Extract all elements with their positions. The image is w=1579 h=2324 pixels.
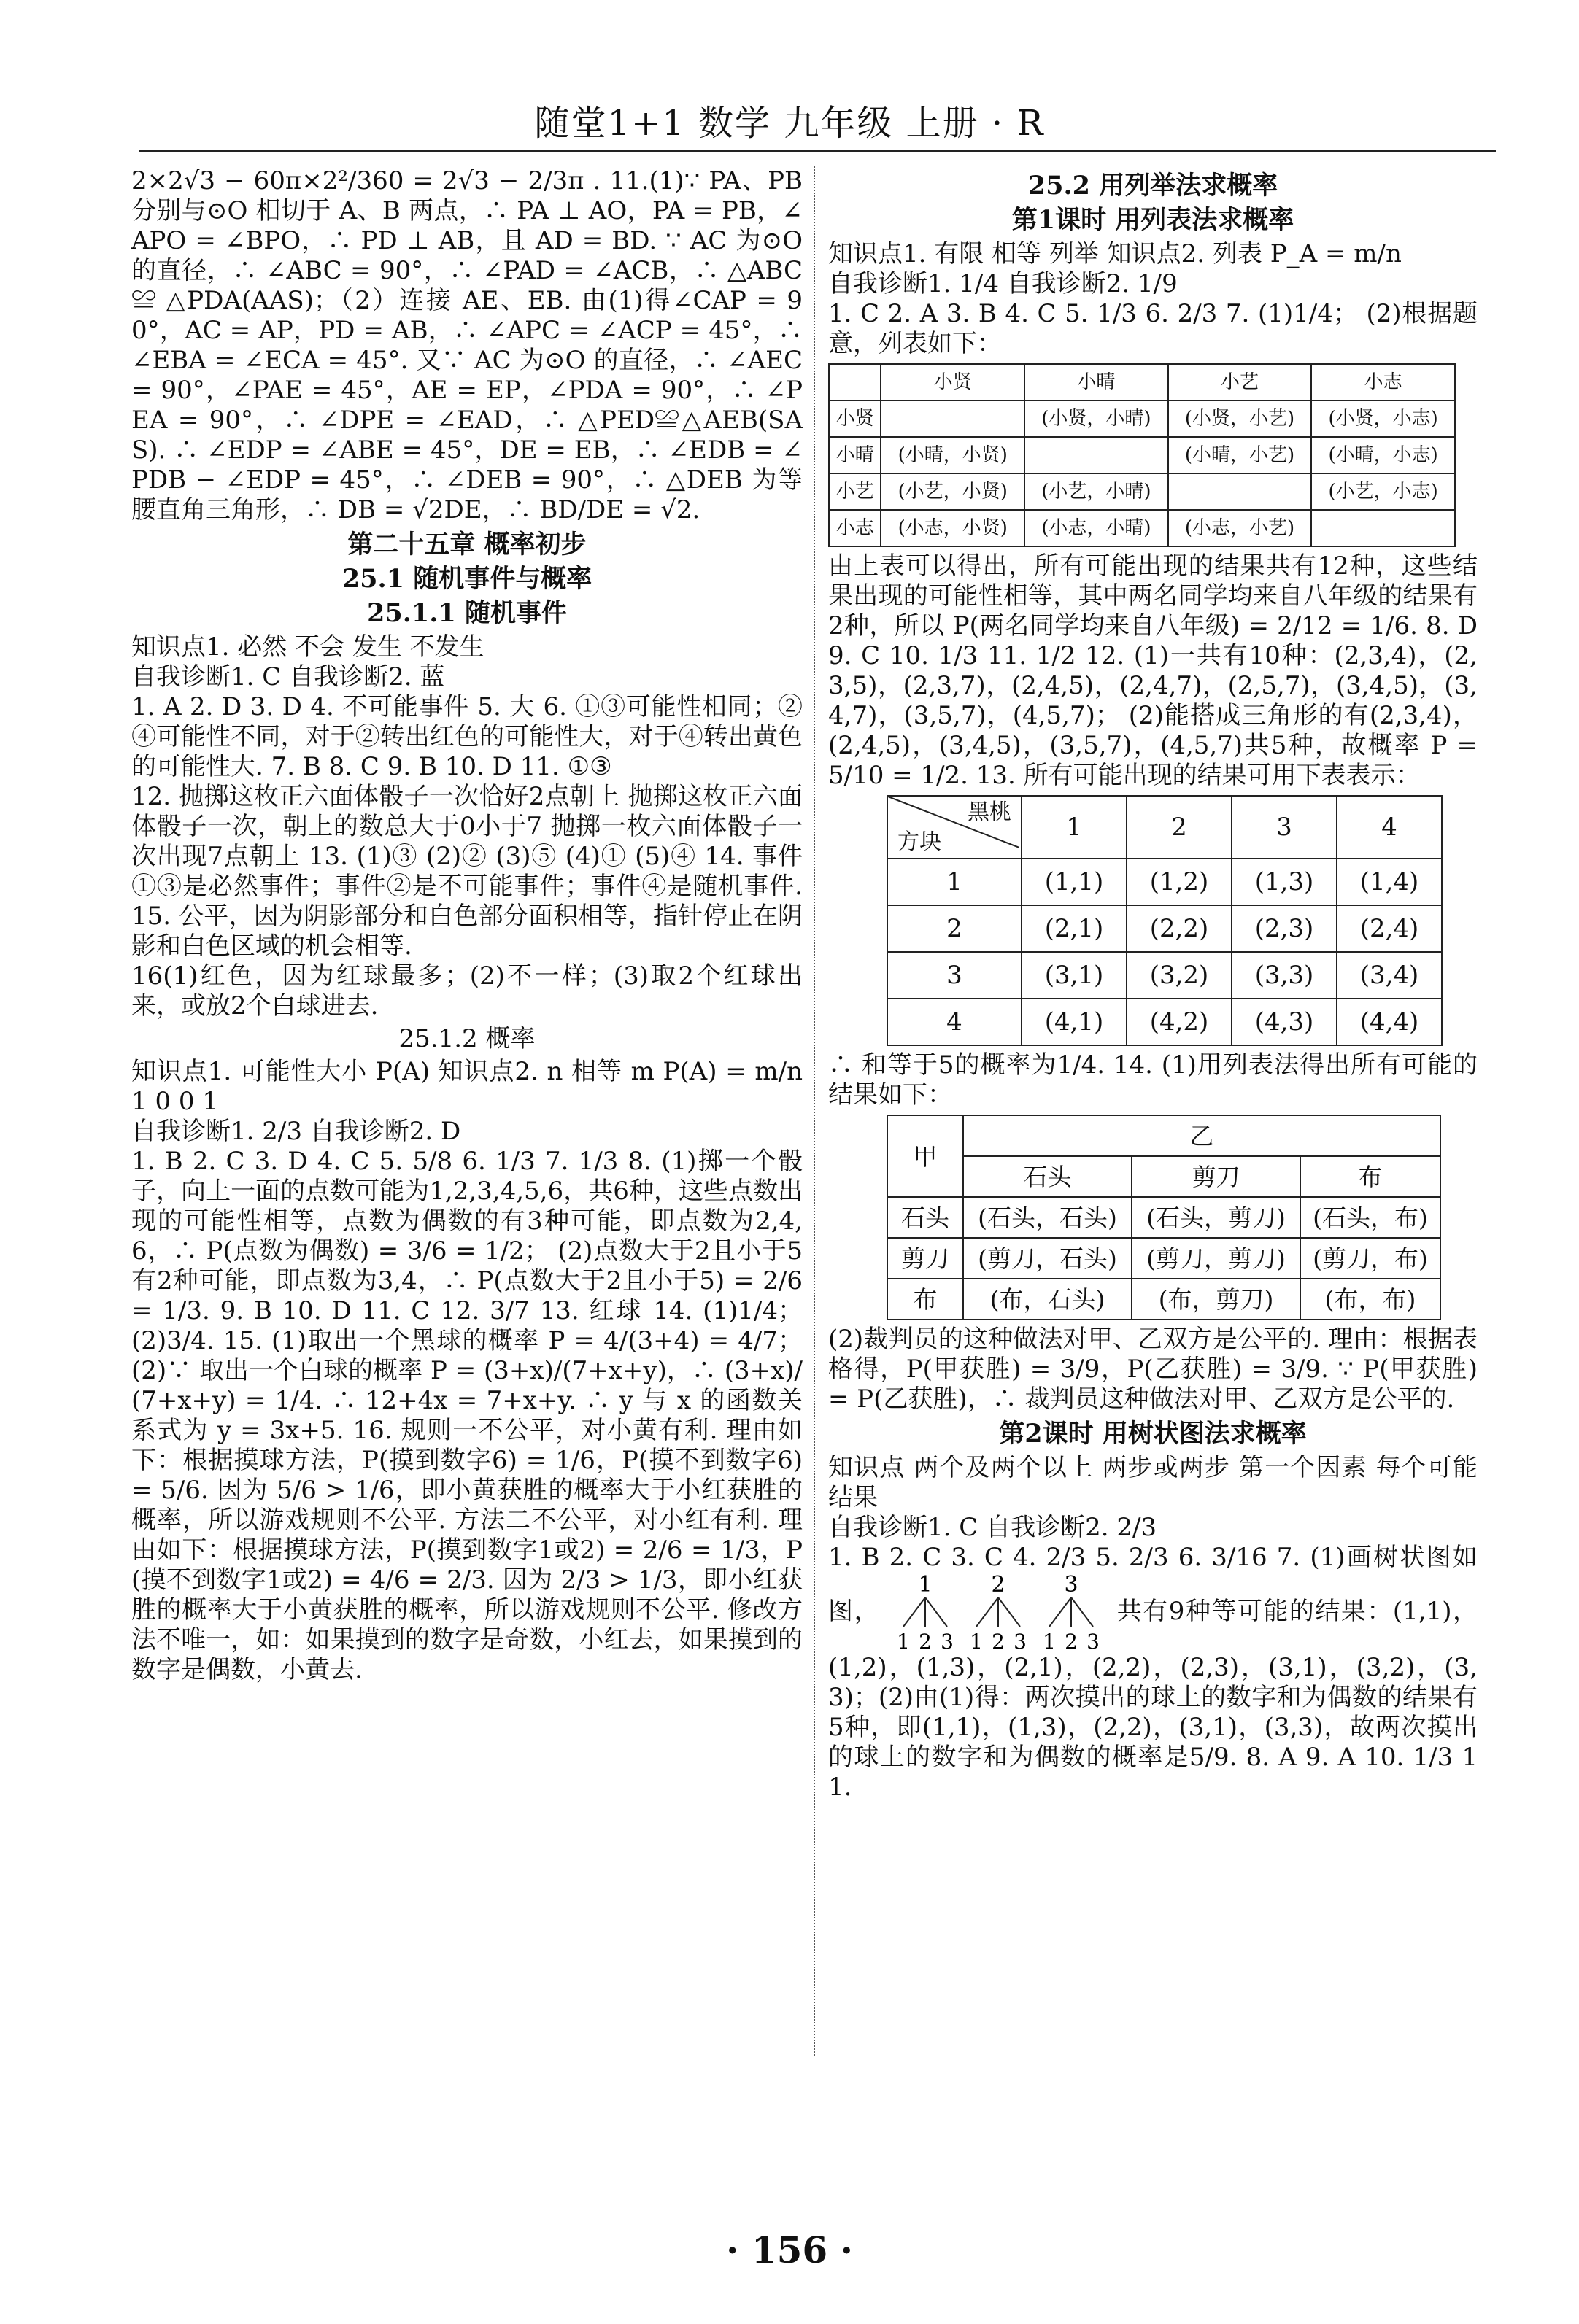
table-cell: 2 bbox=[1127, 796, 1232, 859]
answers-1-7: 1. C 2. A 3. B 4. C 5. 1/3 6. 2/3 7. (1)1/4； (2)根据题意，列表如下： bbox=[828, 299, 1478, 358]
table-row bbox=[887, 1279, 1440, 1320]
table-row bbox=[887, 859, 1442, 905]
table-cell bbox=[1311, 510, 1455, 546]
knowledge-point-r: 知识点1. 有限 相等 列举 知识点2. 列表 P_A = m/n bbox=[828, 239, 1402, 268]
table-row bbox=[887, 999, 1442, 1045]
table-cell: (2,2) bbox=[1127, 905, 1232, 952]
tree-leaf: 2 bbox=[1065, 1630, 1078, 1653]
self-diagnosis-r: 自我诊断1. 1/4 自我诊断2. 1/9 bbox=[828, 269, 1178, 298]
tree-leaf: 3 bbox=[1014, 1630, 1027, 1653]
table-row bbox=[887, 1238, 1440, 1279]
table-cell: (石头，剪刀) bbox=[1132, 1197, 1300, 1238]
section-25-1-title: 25.1 随机事件与概率 bbox=[341, 564, 592, 594]
tree-leaf: 3 bbox=[941, 1630, 954, 1653]
table-cell: (布，石头) bbox=[963, 1279, 1132, 1320]
table-cell: (布，布) bbox=[1300, 1279, 1440, 1320]
table-row bbox=[887, 796, 1442, 859]
table-cell: (4,4) bbox=[1337, 999, 1442, 1045]
table-cell: (3,1) bbox=[1022, 952, 1127, 999]
self-diagnosis-lesson2: 自我诊断1. C 自我诊断2. 2/3 bbox=[828, 1513, 1157, 1542]
table-cell: (小晴，小志) bbox=[1311, 437, 1455, 473]
table-cell bbox=[881, 400, 1024, 437]
section-25-1-2-title: 25.1.2 概率 bbox=[398, 1024, 536, 1053]
answers-13-14: ∴ 和等于5的概率为1/4. 14. (1)用列表法得出所有可能的结果如下： bbox=[828, 1050, 1478, 1109]
table-cell: 3 bbox=[1232, 796, 1337, 859]
right-column bbox=[828, 166, 1478, 1802]
table-cell: (剪刀，布) bbox=[1300, 1238, 1440, 1279]
table-cell: (小志，小艺) bbox=[1168, 510, 1312, 546]
table-cell: (小贤，小艺) bbox=[1168, 400, 1312, 437]
section-25-1-1-title: 25.1.1 随机事件 bbox=[367, 598, 567, 628]
tree-leaf: 1 bbox=[897, 1630, 911, 1653]
table-cell: (小晴，小艺) bbox=[1168, 437, 1312, 473]
knowledge-point-2: 知识点1. 可能性大小 P(A) 知识点2. n 相等 m P(A) = m/n 1 0 0 1 bbox=[131, 1057, 803, 1116]
table-students bbox=[828, 363, 1456, 547]
table-cell: 1 bbox=[1022, 796, 1127, 859]
page-number: · 156 · bbox=[726, 2228, 853, 2271]
table-cell: (小志，小晴) bbox=[1024, 510, 1168, 546]
answer-16: 16(1)红色，因为红球最多；(2)不一样；(3)取2个红球出来，或放2个白球进去. bbox=[131, 961, 803, 1020]
table-row bbox=[829, 437, 1455, 473]
self-diagnosis-2: 自我诊断1. 2/3 自我诊断2. D bbox=[131, 1117, 461, 1146]
tree-leaf: 3 bbox=[1086, 1630, 1100, 1653]
answers-lesson2-part2: 共有9种等可能的结果：(1,1)，(1,2)，(1,3)，(2,1)，(2,2)，(2,3)，(3,1)，(3,2)，(3,3)；(2)由(1)得：两次摸出的球上的数字和为偶数的结果有5种，即(1,1)，(1,3)，(2,2)，(3,1)，(3,3)，故两次摸出的球上的数字和为偶数的概率是5/9. 8. A 9. A 10. 1/3 11. bbox=[828, 1597, 1478, 1802]
table-row bbox=[829, 364, 1455, 400]
table-cell: (1,3) bbox=[1232, 859, 1337, 905]
table-cell: 小晴 bbox=[1024, 364, 1168, 400]
table-cell: (3,3) bbox=[1232, 952, 1337, 999]
table-row bbox=[829, 473, 1455, 510]
table-cell: 2 bbox=[887, 905, 1022, 952]
table-cell: (小贤，小志) bbox=[1311, 400, 1455, 437]
answers-8-13: 由上表可以得出，所有可能出现的结果共有12种，这些结果出现的可能性相等，其中两名同学均来自八年级的结果有2种，所以 P(两名同学均来自八年级) = 2/12 = 1/6. 8. D 9. C 10. 1/3 11. 1/2 12. (1)一共有10种：(2,3,4)，(2,3,5)，(2,3,7)，(2,4,5)，(2,4,7)，(2,5,7)，(3,4,5)，(3,4,7)，(3,5,7)，(4,5,7)； (2)能搭成三角形的有(2,3,4)，(2,4,5)，(3,4,5)，(3,5,7)，(4,5,7)共5种，故概率 P = 5/10 = 1/2. 13. 所有可能出现的结果可用下表表示： bbox=[828, 551, 1478, 790]
table-cell: 剪刀 bbox=[887, 1238, 963, 1279]
table-corner-cell bbox=[887, 796, 1022, 859]
table-row bbox=[829, 400, 1455, 437]
table-cell: (小志，小贤) bbox=[881, 510, 1024, 546]
table-cell: (小艺，小志) bbox=[1311, 473, 1455, 510]
table-cell: 石头 bbox=[963, 1156, 1132, 1197]
tree-leaf: 1 bbox=[970, 1630, 984, 1653]
left-column bbox=[131, 166, 803, 1685]
tree-root-3: 3 bbox=[1064, 1573, 1078, 1597]
table-rock-paper-scissors bbox=[887, 1115, 1441, 1320]
table-cell: (4,2) bbox=[1127, 999, 1232, 1045]
table-row bbox=[887, 905, 1442, 952]
answers-lesson2-part1: 1. B 2. C 3. C 4. 2/3 5. 2/3 6. 3/16 7. (1)画树状图如图， bbox=[828, 1543, 1478, 1626]
table-cell: 小志 bbox=[829, 510, 881, 546]
table-cell: 甲 bbox=[887, 1115, 963, 1197]
table-row bbox=[887, 1197, 1440, 1238]
knowledge-point-lesson2: 知识点 两个及两个以上 两步或两步 第一个因素 每个可能结果 bbox=[828, 1453, 1478, 1512]
table-cell: (石头，石头) bbox=[963, 1197, 1132, 1238]
answers-probability: 1. B 2. C 3. D 4. C 5. 5/8 6. 1/3 7. 1/3 8. (1)掷一个骰子，向上一面的点数可能为1,2,3,4,5,6，共6种，这些点数出现的可能性相等，点数为偶数的有3种可能，即点数为2,4,6，∴ P(点数为偶数) = 3/6 = 1/2； (2)点数大于2且小于5有2种可能，即点数为3,4，∴ P(点数大于2且小于5) = 2/6 = 1/3. 9. B 10. D 11. C 12. 3/7 13. 红球 14. (1)1/4； (2)3/4. 15. (1)取出一个黑球的概率 P = 4/(3+4) = 4/7； (2)∵ 取出一个白球的概率 P = (3+x)/(7+x+y)，∴ (3+x)/(7+x+y) = 1/4. ∴ 12+4x = 7+x+y. ∴ y 与 x 的函数关系式为 y = 3x+5. 16. 规则一不公平，对小黄有利. 理由如下：根据摸球方法，P(摸到数字6) = 1/6，P(摸不到数字6) = 5/6. 因为 5/6 > 1/6，即小黄获胜的概率大于小红获胜的概率，所以游戏规则不公平. 方法二不公平，对小红有利. 理由如下：根据摸球方法，P(摸到数字1或2) = 2/6 = 1/3，P(摸不到数字1或2) = 4/6 = 2/3. 因为 2/3 > 1/3，即小红获胜的概率大于小黄获胜的概率，所以游戏规则不公平. 修改方法不唯一，如：如果摸到的数字是奇数，小红去，如果摸到的数字是偶数，小黄去. bbox=[131, 1147, 803, 1684]
table-cell: 乙 bbox=[963, 1115, 1440, 1156]
table-cell: (1,4) bbox=[1337, 859, 1442, 905]
table-cell: 1 bbox=[887, 859, 1022, 905]
table-cell: (小艺，小贤) bbox=[881, 473, 1024, 510]
table-row bbox=[887, 1156, 1440, 1197]
table-cell: 布 bbox=[887, 1279, 963, 1320]
tree-root-2: 2 bbox=[991, 1573, 1005, 1597]
self-diagnosis: 自我诊断1. C 自我诊断2. 蓝 bbox=[131, 662, 445, 692]
table-cell: (小贤，小晴) bbox=[1024, 400, 1168, 437]
answers-1-11: 1. A 2. D 3. D 4. 不可能事件 5. 大 6. ①③可能性相同；②④可能性不同，对于②转出红色的可能性大，对于④转出黄色的可能性大. 7. B 8. C 9. B 10. D 11. ①③ bbox=[131, 692, 803, 781]
tree-leaf: 2 bbox=[919, 1630, 933, 1653]
table-cell: (剪刀，剪刀) bbox=[1132, 1238, 1300, 1279]
table-cell: 小晴 bbox=[829, 437, 881, 473]
table-cell: (石头，布) bbox=[1300, 1197, 1440, 1238]
answers-lesson2 bbox=[828, 1543, 1478, 1802]
table-cell: 小贤 bbox=[881, 364, 1024, 400]
lesson-2-title: 第2课时 用树状图法求概率 bbox=[999, 1419, 1307, 1449]
tree-leaf: 2 bbox=[992, 1630, 1005, 1653]
table-cell: 小艺 bbox=[829, 473, 881, 510]
corner-bottom-label: 方块 bbox=[897, 829, 941, 855]
table-cell: 4 bbox=[1337, 796, 1442, 859]
table-cell: (4,3) bbox=[1232, 999, 1337, 1045]
corner-top-label: 黑桃 bbox=[968, 799, 1011, 825]
answer-11-text: 2×2√3 − 60π×2²/360 = 2√3 − 2/3π . 11.(1)∵ PA、PB 分别与⊙O 相切于 A、B 两点，∴ PA ⊥ AO，PA = PB，∠APO = ∠BPO，∴ PD ⊥ AB，且 AD = BD. ∵ AC 为⊙O 的直径，∴ ∠ABC = 90°，∴ ∠PAD = ∠ACB，∴ △ABC ≌ △PDA(AAS)；（2）连接 AE、EB. 由(1)得∠CAP = 90°，AC = AP，PD = AB，∴ ∠APC = ∠ACP = 45°，∴ ∠EBA = ∠ECA = 45°. 又∵ AC 为⊙O 的直径，∴ ∠AEC = 90°，∠PAE = 45°，AE = EP，∠PDA = 90°，∴ ∠PEA = 90°，∴ ∠DPE = ∠EAD，∴ △PED≌△AEB(SAS). ∴ ∠EDP = ∠ABE = 45°，DE = EB，∴ ∠EDB = ∠PDB − ∠EDP = 45°，∴ ∠DEB = 90°，∴ △DEB 为等腰直角三角形，∴ DB = √2DE，∴ BD/DE = √2. bbox=[131, 166, 803, 524]
tree-root-1: 1 bbox=[918, 1573, 933, 1597]
table-cell bbox=[1024, 437, 1168, 473]
table-cell: (剪刀，石头) bbox=[963, 1238, 1132, 1279]
column-divider bbox=[814, 166, 815, 2056]
table-cell: 石头 bbox=[887, 1197, 963, 1238]
table-cell: (2,4) bbox=[1337, 905, 1442, 952]
table-cell: 4 bbox=[887, 999, 1022, 1045]
table-cell: (小艺，小晴) bbox=[1024, 473, 1168, 510]
page-header: 随堂1+1 数学 九年级 上册 · R bbox=[534, 103, 1045, 144]
table-cell: (1,2) bbox=[1127, 859, 1232, 905]
answer-14-2: (2)裁判员的这种做法对甲、乙双方是公平的. 理由：根据表格得，P(甲获胜) = 3/9，P(乙获胜) = 3/9. ∵ P(甲获胜) = P(乙获胜)，∴ 裁判员这种做法对甲、乙双方是公平的. bbox=[828, 1325, 1478, 1414]
table-cell: 3 bbox=[887, 952, 1022, 999]
table-row bbox=[887, 1115, 1440, 1156]
table-cell: (布，剪刀) bbox=[1132, 1279, 1300, 1320]
table-cell: 小志 bbox=[1311, 364, 1455, 400]
tree-leaf: 1 bbox=[1043, 1630, 1057, 1653]
table-cell: 小艺 bbox=[1168, 364, 1312, 400]
table-cell: (2,3) bbox=[1232, 905, 1337, 952]
knowledge-point: 知识点1. 必然 不会 发生 不发生 bbox=[131, 632, 484, 662]
tree-branches bbox=[903, 1597, 1093, 1627]
header-rule bbox=[139, 150, 1496, 152]
table-cell bbox=[829, 364, 881, 400]
table-cell: 剪刀 bbox=[1132, 1156, 1300, 1197]
section-25-2-title: 25.2 用列举法求概率 bbox=[1027, 171, 1278, 201]
table-cell: (4,1) bbox=[1022, 999, 1127, 1045]
table-cell bbox=[1168, 473, 1312, 510]
table-cell: (小晴，小贤) bbox=[881, 437, 1024, 473]
table-cell: (3,2) bbox=[1127, 952, 1232, 999]
table-cell: (3,4) bbox=[1337, 952, 1442, 999]
table-row bbox=[829, 510, 1455, 546]
tree-diagram bbox=[889, 1573, 1108, 1653]
chapter-title: 第二十五章 概率初步 bbox=[347, 530, 587, 559]
table-cell: (2,1) bbox=[1022, 905, 1127, 952]
table-cell: (1,1) bbox=[1022, 859, 1127, 905]
table-cell: 布 bbox=[1300, 1156, 1440, 1197]
table-row bbox=[887, 952, 1442, 999]
table-cards bbox=[887, 795, 1443, 1046]
answers-12-15: 12. 抛掷这枚正六面体骰子一次恰好2点朝上 抛掷这枚正六面体骰子一次，朝上的数总大于0小于7 抛掷一枚六面体骰子一次出现7点朝上 13. (1)③ (2)② (3)⑤ (4)① (5)④ 14. 事件①③是必然事件；事件②是不可能事件；事件④是随机事件. 15. 公平，因为阴影部分和白色部分面积相等，指针停止在阴影和白色区域的机会相等. bbox=[131, 782, 803, 961]
table-cell: 小贤 bbox=[829, 400, 881, 437]
lesson-1-title: 第1课时 用列表法求概率 bbox=[1011, 205, 1294, 235]
